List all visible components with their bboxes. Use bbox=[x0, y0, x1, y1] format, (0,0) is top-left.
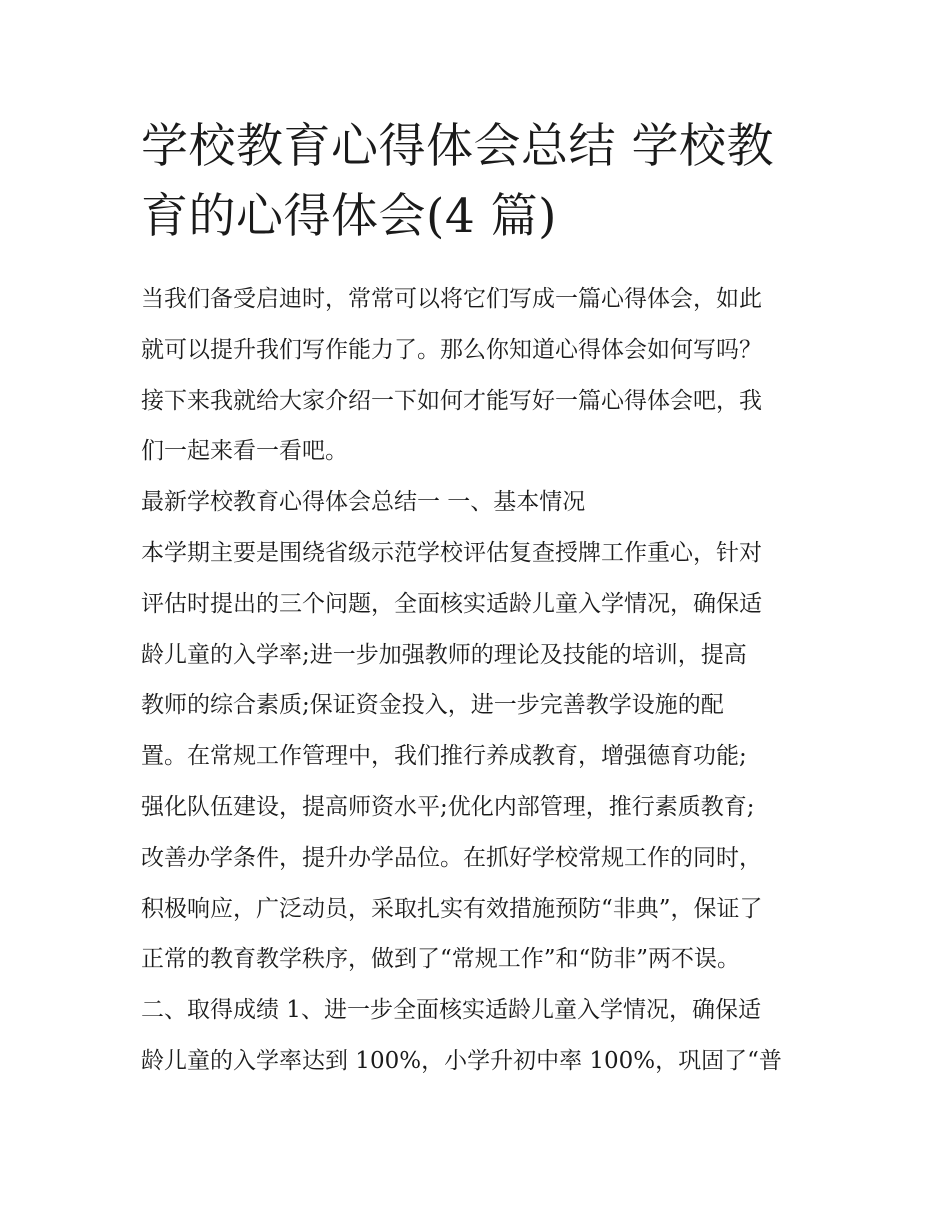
text-line: 置。在常规工作管理中，我们推行养成教育，增强德育功能; bbox=[141, 743, 747, 770]
section-heading: 最新学校教育心得体会总结一 一、基本情况 bbox=[141, 489, 586, 516]
intro-paragraph bbox=[141, 274, 813, 477]
text-line: 接下来我就给大家介绍一下如何才能写好一篇心得体会吧，我 bbox=[141, 387, 762, 414]
document-page bbox=[141, 112, 813, 1087]
text-line: 当我们备受启迪时，常常可以将它们写成一篇心得体会，如此 bbox=[141, 286, 762, 312]
text-line: 二、取得成绩 1、进一步全面核实适龄儿童入学情况，确保适 bbox=[141, 997, 761, 1024]
section-heading-paragraph bbox=[141, 477, 813, 528]
document-title bbox=[141, 112, 813, 252]
title-line-2: 育的心得体会(4 篇) bbox=[141, 189, 558, 244]
text-line: 龄儿童的入学率达到 100%，小学升初中率 100%，巩固了“普 bbox=[141, 1047, 782, 1074]
text-line: 龄儿童的入学率;进一步加强教师的理论及技能的培训，提高 bbox=[141, 641, 747, 668]
text-line: 评估时提出的三个问题，全面核实适龄儿童入学情况，确保适 bbox=[141, 590, 762, 617]
text-line: 就可以提升我们写作能力了。那么你知道心得体会如何写吗？ bbox=[141, 336, 762, 363]
basic-situation-paragraph bbox=[141, 528, 813, 985]
text-line: 教师的综合素质;保证资金投入，进一步完善教学设施的配 bbox=[141, 692, 724, 719]
text-line: 积极响应，广泛动员，采取扎实有效措施预防“非典”，保证了 bbox=[141, 895, 763, 922]
text-line: 改善办学条件，提升办学品位。在抓好学校常规工作的同时， bbox=[141, 844, 762, 871]
text-line: 本学期主要是围绕省级示范学校评估复查授牌工作重心，针对 bbox=[141, 539, 762, 566]
text-line: 正常的教育教学秩序，做到了“常规工作”和“防非”两不误。 bbox=[141, 946, 741, 973]
document-body bbox=[141, 274, 813, 1087]
achievements-paragraph bbox=[141, 985, 813, 1087]
text-line: 们一起来看一看吧。 bbox=[141, 438, 348, 465]
text-line: 强化队伍建设，提高师资水平;优化内部管理，推行素质教育; bbox=[141, 793, 755, 820]
title-line-1: 学校教育心得体会总结 学校教 bbox=[141, 119, 774, 174]
